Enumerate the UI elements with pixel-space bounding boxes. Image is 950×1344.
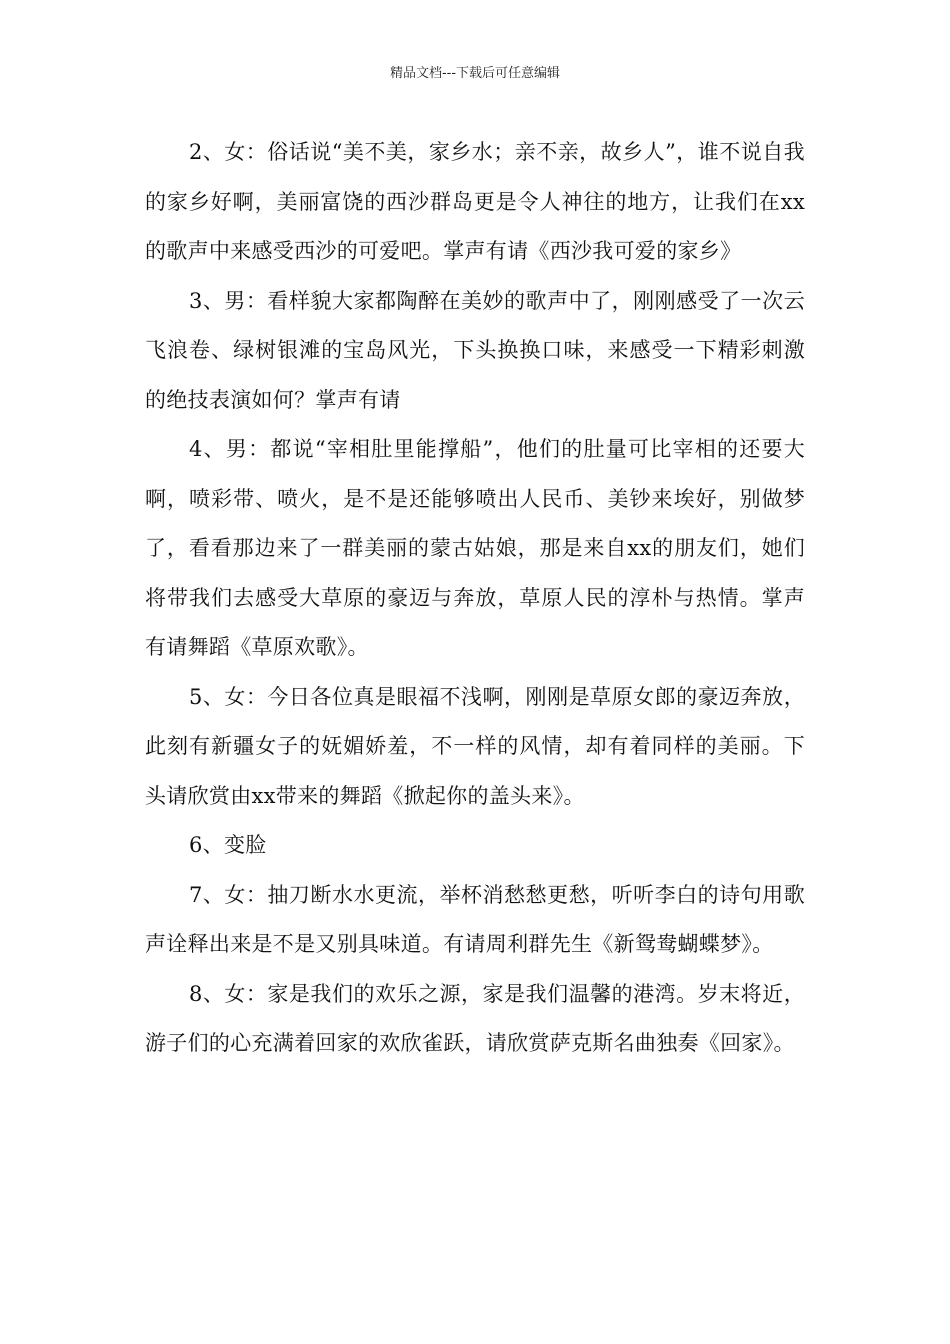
document-body (145, 128, 805, 1069)
paragraph-2: 2、女：俗话说“美不美，家乡水；亲不亲，故乡人”，谁不说自我的家乡好啊，美丽富饶的西沙群岛更是令人神往的地方，让我们在xx的歌声中来感受西沙的可爱吧。掌声有请《西沙我可爱的家乡》 (145, 140, 805, 263)
paragraph-7: 7、女：抽刀断水水更流，举杯消愁愁更愁，听听李白的诗句用歌声诠释出来是不是又别具味道。有请周利群先生《新鸳鸯蝴蝶梦》。 (145, 882, 805, 956)
paragraph-4: 4、男：都说“宰相肚里能撑船”，他们的肚量可比宰相的还要大啊，喷彩带、喷火，是不是还能够喷出人民币、美钞来埃好，别做梦了，看看那边来了一群美丽的蒙古姑娘，那是来自xx的朋友们，她们将带我们去感受大草原的豪迈与奔放，草原人民的淳朴与热情。掌声有请舞蹈《草原欢歌》。 (145, 437, 805, 659)
paragraph-6: 6、变脸 (189, 833, 267, 857)
paragraph-5: 5、女：今日各位真是眼福不浅啊，刚刚是草原女郎的豪迈奔放，此刻有新疆女子的妩媚娇羞，不一样的风情，却有着同样的美丽。下头请欣赏由xx带来的舞蹈《掀起你的盖头来》。 (145, 684, 805, 808)
page-header: 精品文档---下载后可任意编辑 (389, 66, 561, 81)
paragraph-3: 3、男：看样貌大家都陶醉在美妙的歌声中了，刚刚感受了一次云飞浪卷、绿树银滩的宝岛风光，下头换换口味，来感受一下精彩刺激的绝技表演如何？掌声有请 (145, 288, 805, 412)
paragraph-8: 8、女：家是我们的欢乐之源，家是我们温馨的港湾。岁末将近，游子们的心充满着回家的欢欣雀跃，请欣赏萨克斯名曲独奏《回家》。 (145, 981, 805, 1055)
